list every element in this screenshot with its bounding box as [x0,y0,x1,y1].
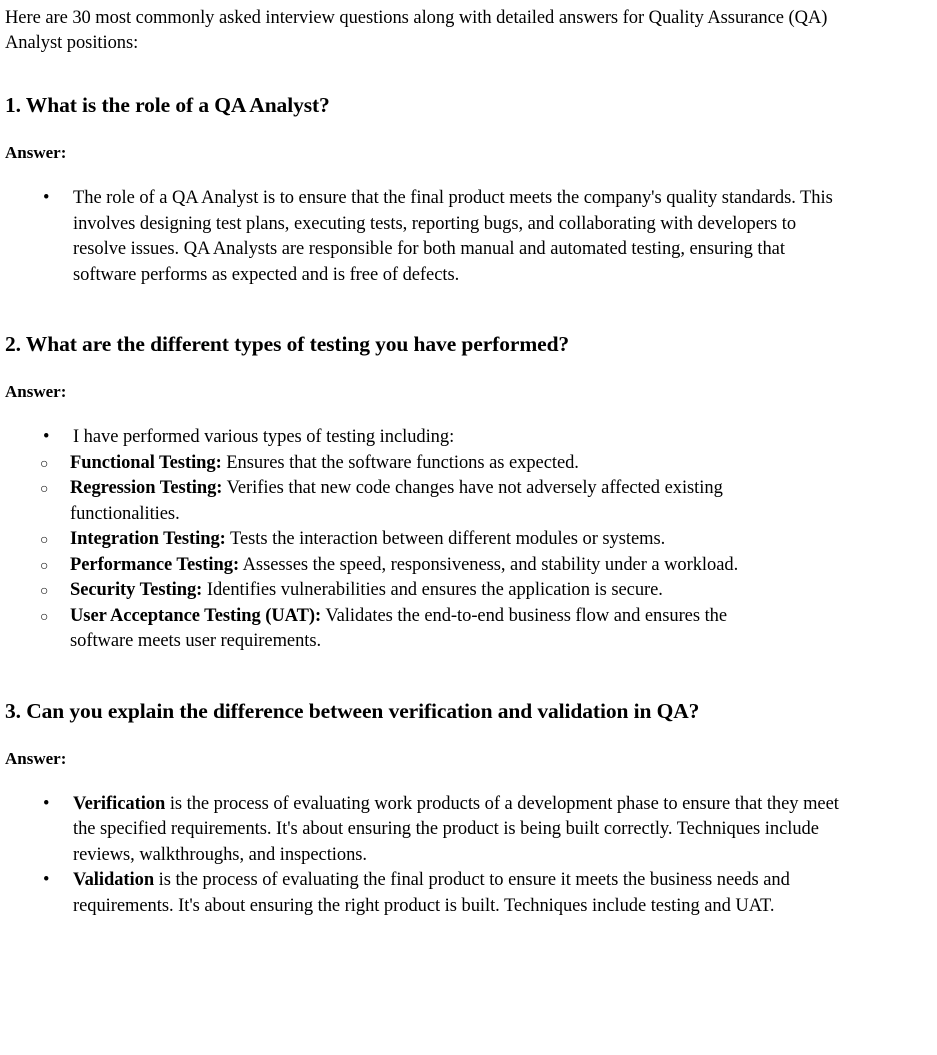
list-item [43,186,841,288]
question-heading-3: 3. Can you explain the difference between verification and validation in QA? [5,698,700,723]
list-item [40,604,785,655]
list-item-text: I have performed various types of testing including: [73,427,455,447]
list-item-text: Verifies that new code changes have not adversely affected existing functionalities. [70,478,723,524]
list-item-text: The role of a QA Analyst is to ensure that the final product meets the company's quality standards. This involves designing test plans, executing tests, reporting bugs, and collaborating with developers to resolve issues. QA Analysts are responsible for both manual and automated testing, ensuring that software performs as expected and is free of defects. [73,188,833,285]
list-item [40,527,785,553]
list-item-lead: Regression Testing: [70,478,223,498]
answer-label-2: Answer: [5,382,67,401]
circle-bullet-marker-icon: ○ [40,456,49,472]
list-item-lead: User Acceptance Testing (UAT): [70,605,322,626]
answer-label-1: Answer: [5,143,67,162]
bullet-list-1 [0,186,937,288]
list-item-text: Tests the interaction between different modules or systems. [230,529,666,549]
list-item-lead: Verification [73,793,166,814]
circle-bullet-marker-icon: ○ [40,584,49,599]
answer-label-3: Answer: [5,748,67,768]
list-item-lead: Validation [73,870,155,890]
list-item-text: Identifies vulnerabilities and ensures the application is secure. [206,580,663,600]
list-item-text: Validates the end-to-end business flow and ensures the software meets user requirements. [70,605,728,651]
answer-block-2 [0,425,937,655]
list-item-lead: Security Testing: [70,580,203,600]
list-item [40,476,785,527]
sub-bullet-list-2 [0,451,937,655]
qa-section-2 [0,331,937,655]
circle-bullet-marker-icon: ○ [40,533,49,548]
bullet-marker-icon: • [43,870,50,890]
answer-block-3 [0,792,937,920]
list-item [40,451,785,477]
list-item [40,553,785,579]
qa-section-3 [0,698,937,920]
list-item [43,868,841,919]
list-item-lead: Functional Testing: [70,452,222,473]
list-item-text: Assesses the speed, responsiveness, and stability under a workload. [242,554,739,575]
circle-bullet-marker-icon: ○ [40,482,49,497]
list-item-text: Ensures that the software functions as expected. [226,452,579,473]
list-item-text: is the process of evaluating the final product to ensure it meets the business needs and requirements. It's about ensuring the right product is built. Techniques include testing and UAT. [73,870,790,916]
circle-bullet-marker-icon: ○ [40,609,49,625]
intro-paragraph: Here are 30 most commonly asked interview questions along with detailed answers for Quality Assurance (QA) Analyst positions: [5,8,828,53]
qa-section-1 [0,92,937,288]
list-item [43,792,841,869]
list-item [40,578,785,604]
bullet-list-2 [0,425,937,451]
bullet-list-3 [0,792,937,920]
list-item-text: is the process of evaluating work products of a development phase to ensure that they meet the specified requirements. It's about ensuring the product is being built correctly. Techniques include reviews, walkthroughs, and inspections. [73,793,839,865]
question-heading-2: 2. What are the different types of testing you have performed? [5,332,570,356]
bullet-marker-icon: • [43,188,50,208]
bullet-marker-icon: • [43,793,50,814]
circle-bullet-marker-icon: ○ [40,558,49,574]
bullet-marker-icon: • [43,427,50,447]
list-item-lead: Performance Testing: [70,554,240,575]
list-item [43,425,841,451]
question-heading-1: 1. What is the role of a QA Analyst? [5,93,330,117]
list-item-lead: Integration Testing: [70,529,226,549]
answer-block-1 [0,186,937,288]
